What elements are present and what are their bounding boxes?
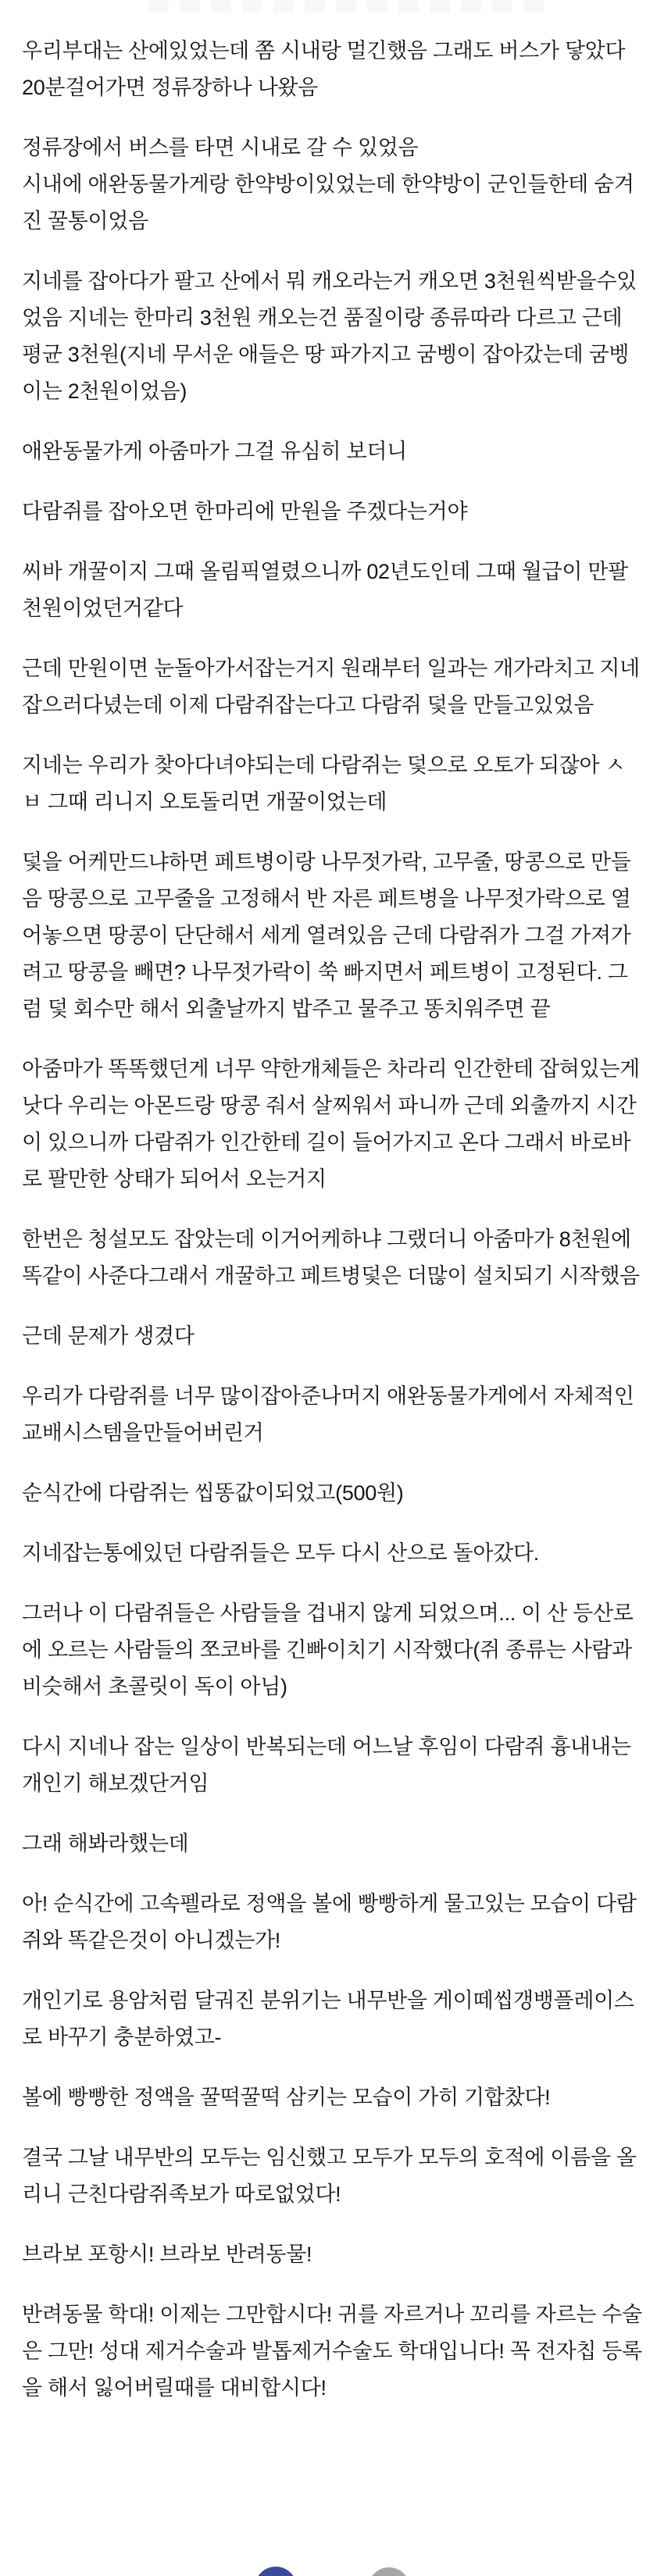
cut-off-text-remnant <box>148 0 551 12</box>
post-paragraph: 씨바 개꿀이지 그때 올림픽열렸으니까 02년도인데 그때 월급이 만팔천원이었던거같다 <box>22 560 628 620</box>
post-paragraph: 우리가 다람쥐를 너무 많이잡아준나머지 애완동물가게에서 자체적인 교배시스템을만들어버린거 <box>22 1384 634 1445</box>
post-paragraph: 근데 문제가 생겼다 <box>22 1324 195 1348</box>
post-paragraph: 애완동물가게 아줌마가 그걸 유심히 보더니 <box>22 440 407 463</box>
post-paragraph: 그래 해봐라했는데 <box>22 1832 189 1855</box>
post-paragraph: 우리부대는 산에있었는데 쫌 시내랑 멀긴했음 그래도 버스가 닿았다 20분걸어가면 정류장하나 나왔음 <box>22 39 626 99</box>
post-paragraph: 브라보 포항시! 브라보 반려동물! <box>22 2243 312 2266</box>
post-paragraph: 결국 그날 내무반의 모두는 임신했고 모두가 모두의 호적에 이름을 올리니 근친다람쥐족보가 따로없었다! <box>22 2146 637 2206</box>
post-paragraph: 다람쥐를 잡아오면 한마리에 만원을 주겠다는거야 <box>22 500 468 523</box>
post-paragraph: 그러나 이 다람쥐들은 사람들을 겁내지 않게 되었으며... 이 산 등산로에 오르는 사람들의 쪼코바를 긴빠이치기 시작했다(쥐 종류는 사람과 비슷해서 초콜릿이 독이 아님) <box>22 1602 634 1698</box>
post-paragraph: 지네를 잡아다가 팔고 산에서 뭐 캐오라는거 캐오면 3천원씩받을수있었음 지네는 한마리 3천원 캐오는건 품질이랑 종류따라 다르고 근데 평균 3천원(지네 무서운 애들은 땅 파가지고 굼벵이 잡아갔는데 굼벵이는 2천원이었음) <box>22 269 637 403</box>
gray-profile-avatar[interactable] <box>368 2567 410 2576</box>
post-paragraph: 정류장에서 버스를 타면 시내로 갈 수 있었음 시내에 애완동물가게랑 한약방이있었는데 한약방이 군인들한테 숨겨진 꿀통이었음 <box>22 136 634 233</box>
post-paragraph: 근데 만원이면 눈돌아가서잡는거지 원래부터 일과는 개가라치고 지네잡으러다녔는데 이제 다람쥐잡는다고 다람쥐 덫을 만들고있었음 <box>22 657 640 717</box>
post-paragraph: 순식간에 다람쥐는 씹똥값이되었고(500원) <box>22 1481 404 1505</box>
post-paragraph: 아줌마가 똑똑했던게 너무 약한개체들은 차라리 인간한테 잡혀있는게 낫다 우리는 아몬드랑 땅콩 줘서 살찌워서 파니까 근데 외출까지 시간이 있으니까 다람쥐가 인간한테 길이 들어가지고 온다 그래서 바로바로 팔만한 상태가 되어서 오는거지 <box>22 1057 640 1191</box>
post-paragraph: 다시 지네나 잡는 일상이 반복되는데 어느날 후임이 다람쥐 흉내내는 개인기 해보겠단거임 <box>22 1735 631 1795</box>
post-paragraph: 한번은 청설모도 잡았는데 이거어케하냐 그랬더니 아줌마가 8천원에 똑같이 사준다그래서 개꿀하고 페트병덫은 더많이 설치되기 시작했음 <box>22 1227 640 1288</box>
post-paragraph: 개인기로 용암처럼 달궈진 분위기는 내무반을 게이떼씹갱뱅플레이스로 바꾸기 충분하였고- <box>22 1989 634 2049</box>
post-paragraph: 반려동물 학대! 이제는 그만합시다! 귀를 자르거나 꼬리를 자르는 수술은 그만! 성대 제거수술과 발톱제거수술도 학대입니다! 꼭 전자칩 등록을 해서 잃어버릴때를 대비합시다! <box>22 2303 642 2400</box>
post-paragraph: 지네잡는통에있던 다람쥐들은 모두 다시 산으로 돌아갔다. <box>22 1541 539 1565</box>
blue-profile-avatar[interactable] <box>255 2567 297 2576</box>
post-paragraph: 지네는 우리가 찾아다녀야되는데 다람쥐는 덫으로 오토가 되잖아 ㅅㅂ 그때 리니지 오토돌리면 개꿀이었는데 <box>22 754 626 814</box>
post-paragraph: 아! 순식간에 고속펠라로 정액을 볼에 빵빵하게 물고있는 모습이 다람쥐와 똑같은것이 아니겠는가! <box>22 1892 637 1952</box>
post-paragraph: 덫을 어케만드냐하면 페트병이랑 나무젓가락, 고무줄, 땅콩으로 만들음 땅콩으로 고무줄을 고정해서 반 자른 페트병을 나무젓가락으로 열어놓으면 땅콩이 단단해서 세게 열려있음 근데 다람쥐가 그걸 가져가려고 땅콩을 빼면? 나무젓가락이 쑥 빠지면서 페트병이 고정된다. 그럼 덫 회수만 해서 외출날까지 밥주고 물주고 똥치워주면 끝 <box>22 850 631 1021</box>
post-paragraph: 볼에 빵빵한 정액을 꿀떡꿀떡 삼키는 모습이 가히 기합찼다! <box>22 2086 551 2109</box>
post-body <box>22 33 642 2430</box>
